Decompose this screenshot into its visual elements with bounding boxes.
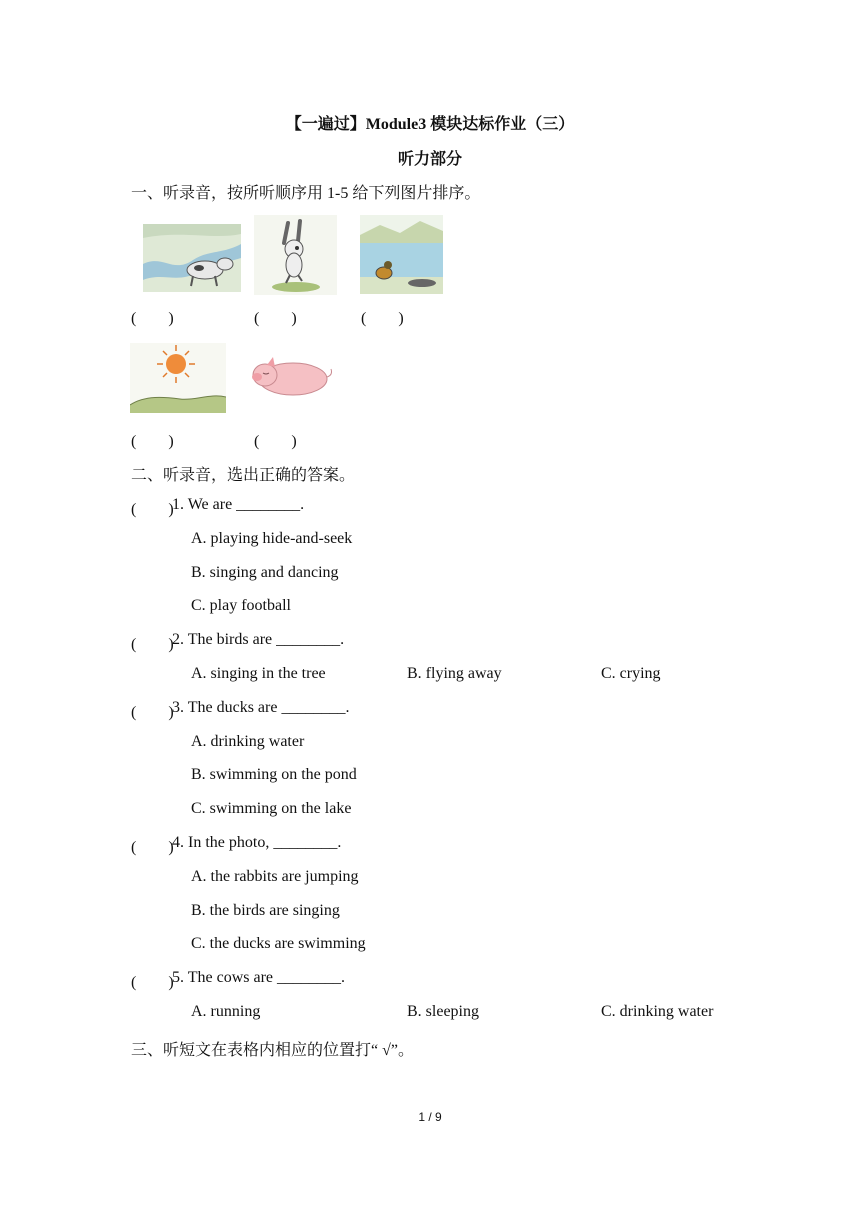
rabbit-jumping-picture: [254, 215, 337, 295]
option-c: C. play football: [191, 597, 291, 614]
option-c: C. crying: [601, 665, 661, 682]
sun-over-hill-picture: [130, 343, 226, 413]
ducks-on-lake-picture: [360, 215, 443, 294]
document-title: 【一遍过】Module3 模块达标作业（三）: [285, 116, 575, 133]
option-c: C. swimming on the lake: [191, 800, 352, 817]
option-a: A. the rabbits are jumping: [191, 868, 359, 885]
section-subtitle: 听力部分: [397, 151, 462, 168]
option-c: C. drinking water: [601, 1003, 714, 1020]
question-stem: 1. We are ________.: [172, 496, 305, 513]
option-b: B. sleeping: [407, 1003, 479, 1020]
answer-parenthesis[interactable]: ( ): [131, 839, 174, 856]
option-b: B. the birds are singing: [191, 902, 340, 919]
answer-parenthesis[interactable]: ( ): [361, 310, 404, 327]
section-2-heading: 二、听录音，选出正确的答案。: [131, 467, 356, 484]
question-stem: 4. In the photo, ________.: [172, 834, 342, 851]
cows-by-river-picture: [143, 224, 241, 292]
section-3-heading: 三、听短文在表格内相应的位置打“ √”。: [131, 1042, 414, 1059]
page-number: 1 / 9: [418, 1110, 442, 1124]
option-a: A. drinking water: [191, 733, 305, 750]
answer-parenthesis[interactable]: ( ): [131, 501, 174, 518]
option-b: B. singing and dancing: [191, 564, 339, 581]
answer-parenthesis[interactable]: ( ): [131, 704, 174, 721]
answer-parenthesis[interactable]: ( ): [254, 310, 297, 327]
option-a: A. running: [191, 1003, 261, 1020]
question-stem: 2. The birds are ________.: [172, 631, 345, 648]
answer-parenthesis[interactable]: ( ): [131, 433, 174, 450]
option-a: A. singing in the tree: [191, 665, 326, 682]
sleeping-pig-picture: [247, 343, 337, 401]
answer-parenthesis[interactable]: ( ): [254, 433, 297, 450]
option-b: B. flying away: [407, 665, 502, 682]
question-stem: 3. The ducks are ________.: [172, 699, 350, 716]
option-c: C. the ducks are swimming: [191, 935, 366, 952]
answer-parenthesis[interactable]: ( ): [131, 636, 174, 653]
option-b: B. swimming on the pond: [191, 766, 357, 783]
answer-parenthesis[interactable]: ( ): [131, 974, 174, 991]
question-stem: 5. The cows are ________.: [172, 969, 345, 986]
option-a: A. playing hide-and-seek: [191, 530, 353, 547]
section-1-heading: 一、听录音，按所听顺序用 1-5 给下列图片排序。: [131, 185, 481, 202]
answer-parenthesis[interactable]: ( ): [131, 310, 174, 327]
